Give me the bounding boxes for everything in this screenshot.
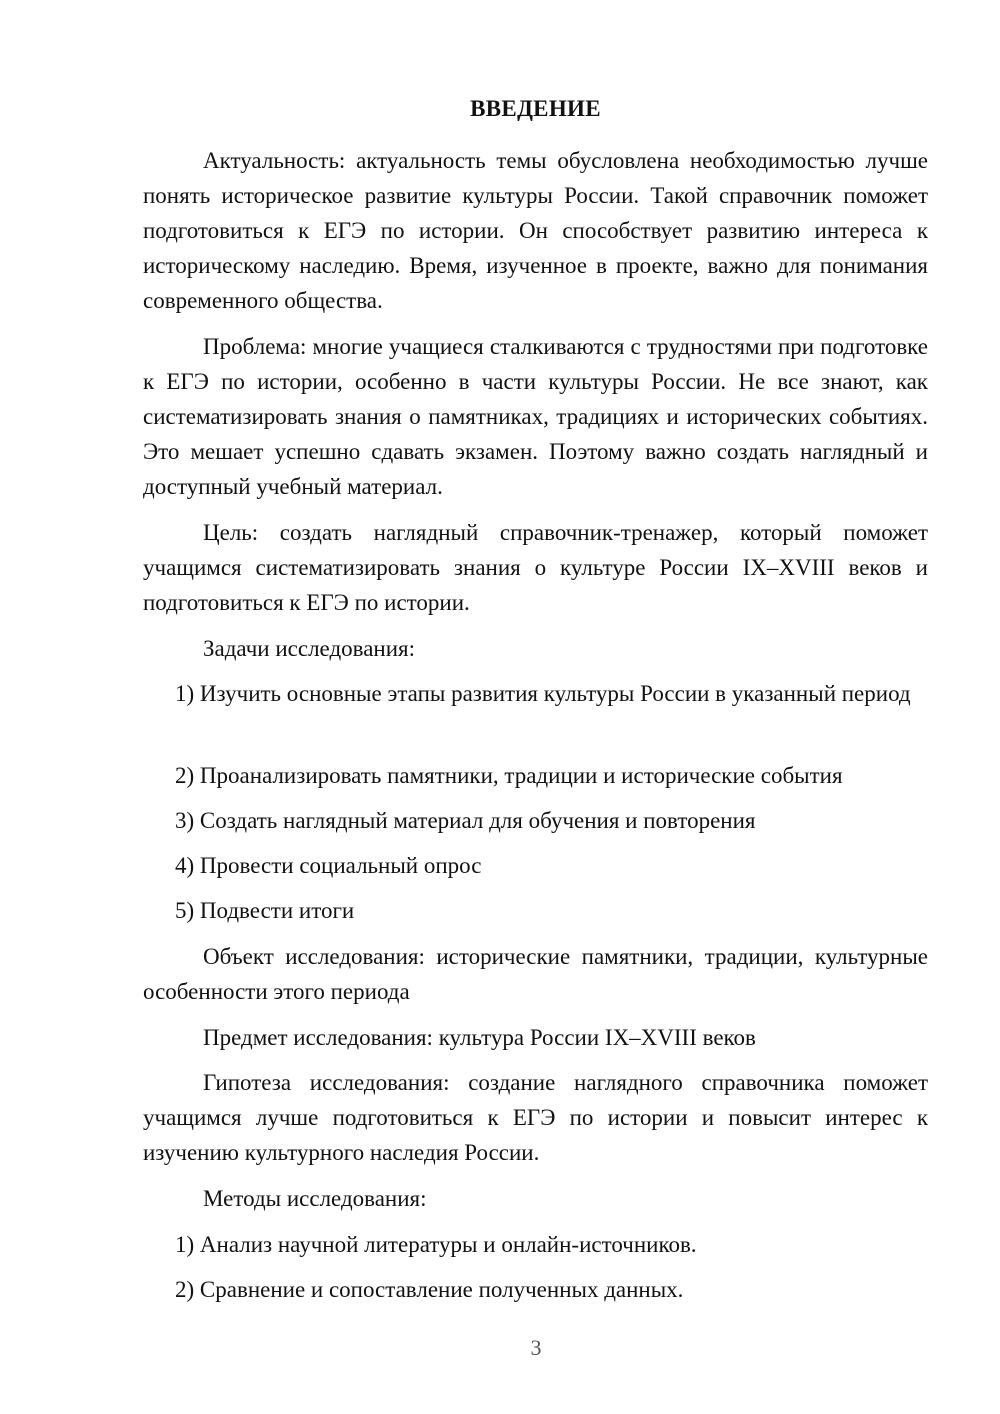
hypothesis-paragraph: Гипотеза исследования: создание наглядного справочника поможет учащимся лучше подготовиться к ЕГЭ по истории и повысит интерес к изучению культурного наследия России. xyxy=(143,1070,928,1165)
page-number: 3 xyxy=(530,1335,542,1360)
subject-paragraph-block xyxy=(143,1020,928,1055)
methods-heading-block xyxy=(143,1181,928,1216)
subject-paragraph: Предмет исследования: культура России IX–XVIII веков xyxy=(203,1025,756,1050)
object-paragraph: Объект исследования: исторические памятники, традиции, культурные особенности этого периода xyxy=(143,944,928,1004)
problem-paragraph-block xyxy=(143,329,928,504)
object-paragraph-block xyxy=(143,939,928,1009)
hypothesis-paragraph-block xyxy=(143,1065,928,1170)
task-item-3-block xyxy=(143,803,928,838)
method-item-1-block xyxy=(143,1227,928,1262)
section-title: ВВЕДЕНИЕ xyxy=(470,96,601,121)
relevance-paragraph-block xyxy=(143,143,928,318)
problem-paragraph: Проблема: многие учащиеся сталкиваются с трудностями при подготовке к ЕГЭ по истории, особенно в части культуры России. Не все знают, как систематизировать знания о памятниках, традициях и исторических событиях. Это мешает успешно сдавать экзамен. Поэтому важно создать наглядный и доступный учебный материал. xyxy=(143,334,928,499)
task-item-1-block xyxy=(143,676,928,711)
task-item: 5) Подвести итоги xyxy=(175,898,355,923)
relevance-paragraph: Актуальность: актуальность темы обусловлена необходимостью лучше понять историческое развитие культуры России. Такой справочник поможет подготовиться к ЕГЭ по истории. Он способствует развитию интереса к историческому наследию. Время, изученное в проекте, важно для понимания современного общества. xyxy=(143,148,928,313)
task-item: 4) Провести социальный опрос xyxy=(175,853,482,878)
task-item-4-block xyxy=(143,848,928,883)
goal-paragraph-block xyxy=(143,515,928,620)
task-item-5-block xyxy=(143,893,928,928)
task-item: 1) Изучить основные этапы развития культуры России в указанный период xyxy=(175,681,911,706)
method-item: 1) Анализ научной литературы и онлайн-источников. xyxy=(175,1232,697,1257)
goal-paragraph: Цель: создать наглядный справочник-тренажер, который поможет учащимся систематизировать знания о культуре России IX–XVIII веков и подготовиться к ЕГЭ по истории. xyxy=(143,520,928,615)
method-item-2-block xyxy=(143,1272,928,1307)
method-item: 2) Сравнение и сопоставление полученных данных. xyxy=(175,1277,684,1302)
tasks-heading-block xyxy=(143,631,928,666)
tasks-heading: Задачи исследования: xyxy=(203,636,416,661)
task-item: 2) Проанализировать памятники, традиции и исторические события xyxy=(175,763,843,788)
task-item-2-block xyxy=(143,758,928,793)
task-item: 3) Создать наглядный материал для обучения и повторения xyxy=(175,808,756,833)
methods-heading: Методы исследования: xyxy=(203,1186,427,1211)
